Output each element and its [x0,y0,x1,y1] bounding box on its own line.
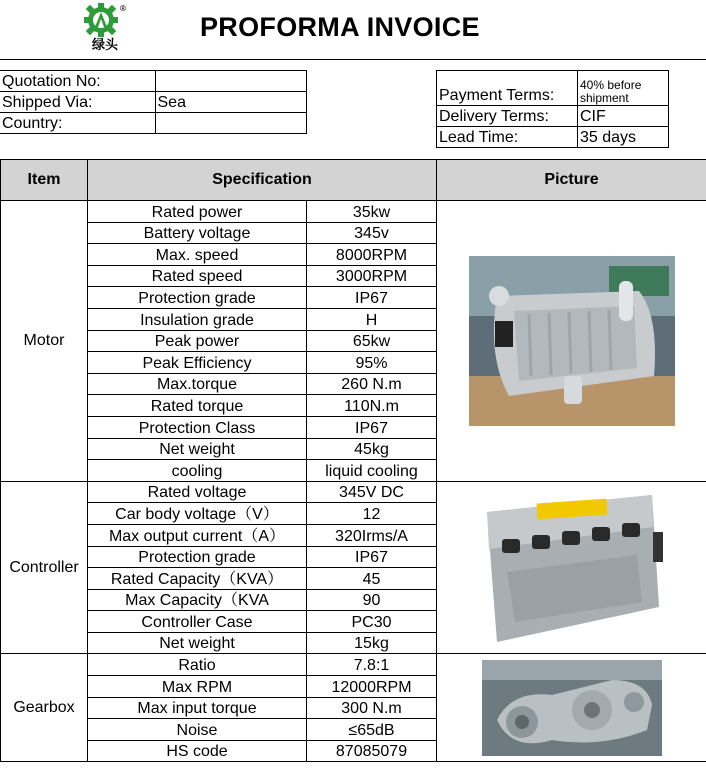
header-divider [0,59,706,60]
spec-value: 15kg [307,632,437,654]
info-row-shipped-via [0,92,306,113]
logo-text: 绿头 [91,37,118,52]
company-logo [83,2,127,54]
info-label: Shipped Via: [0,92,155,113]
spec-value: 345V DC [307,481,437,503]
svg-text:®: ® [119,4,127,13]
spec-value: 110N.m [307,395,437,417]
spec-value: 90 [307,589,437,611]
spec-key: Max input torque [88,697,307,719]
spec-value: 3000RPM [307,265,437,287]
info-label: Quotation No: [0,71,155,92]
motor-photo [469,256,675,426]
info-row-payment-terms [437,71,669,106]
spec-key: Max.torque [88,373,307,395]
spec-key: Rated torque [88,395,307,417]
spec-key: Max RPM [88,676,307,698]
controller-photo [477,487,667,649]
spec-value: IP67 [307,287,437,309]
spec-value: liquid cooling [307,460,437,482]
spec-key: Net weight [88,632,307,654]
spec-value: 12 [307,503,437,525]
section-name: Controller [1,481,88,654]
spec-value: 95% [307,352,437,374]
info-row-lead-time [437,127,669,148]
info-value: CIF [578,106,669,127]
info-label: Delivery Terms: [437,106,578,127]
info-value: Sea [155,92,306,113]
spec-key: Noise [88,719,307,741]
spec-key: Rated Capacity（KVA） [88,568,307,590]
spec-key: Max. speed [88,244,307,266]
gearbox-photo [482,660,662,756]
page-title: PROFORMA INVOICE [200,12,480,42]
spec-value: 65kw [307,330,437,352]
info-label: Lead Time: [437,127,578,148]
spec-key: Max output current（A） [88,524,307,546]
section-name: Gearbox [1,654,88,762]
quotation-info-table [0,70,307,134]
spec-value: IP67 [307,546,437,568]
spec-key: Max Capacity（KVA [88,589,307,611]
info-value [155,113,306,134]
spec-value: 45 [307,568,437,590]
spec-row [1,481,706,503]
spec-value: 345v [307,222,437,244]
spec-value: 320Irms/A [307,524,437,546]
spec-key: Peak Efficiency [88,352,307,374]
spec-value: 45kg [307,438,437,460]
column-header-item: Item [1,160,88,201]
spec-value: PC30 [307,611,437,633]
spec-value: H [307,308,437,330]
spec-key: Protection Class [88,416,307,438]
table-header-row [1,160,706,201]
spec-value: IP67 [307,416,437,438]
info-value: 40% before shipment [578,71,669,106]
info-label: Payment Terms: [437,71,578,106]
spec-key: Protection grade [88,546,307,568]
info-value [155,71,306,92]
spec-key: Rated power [88,201,307,223]
section-picture [437,201,706,482]
spec-key: Car body voltage（V） [88,503,307,525]
info-row-delivery-terms [437,106,669,127]
spec-value: 7.8:1 [307,654,437,676]
spec-key: Net weight [88,438,307,460]
spec-key: HS code [88,740,307,762]
spec-value: 8000RPM [307,244,437,266]
spec-row [1,654,706,676]
info-label: Country: [0,113,155,134]
spec-value: 260 N.m [307,373,437,395]
spec-key: Controller Case [88,611,307,633]
section-name: Motor [1,201,88,482]
spec-key: Protection grade [88,287,307,309]
section-picture [437,654,706,762]
spec-value: 300 N.m [307,697,437,719]
spec-value: ≤65dB [307,719,437,741]
column-header-picture: Picture [437,160,706,201]
specification-table [0,159,706,762]
spec-key: Battery voltage [88,222,307,244]
terms-info-table [436,70,669,148]
spec-value: 35kw [307,201,437,223]
spec-key: Rated voltage [88,481,307,503]
spec-key: Ratio [88,654,307,676]
info-value: 35 days [578,127,669,148]
spec-key: Rated speed [88,265,307,287]
info-row-country [0,113,306,134]
spec-value: 87085079 [307,740,437,762]
spec-key: Insulation grade [88,308,307,330]
spec-key: Peak power [88,330,307,352]
spec-row [1,201,706,223]
column-header-specification: Specification [88,160,437,201]
spec-key: cooling [88,460,307,482]
section-picture [437,481,706,654]
spec-value: 12000RPM [307,676,437,698]
info-row-quotation [0,71,306,92]
